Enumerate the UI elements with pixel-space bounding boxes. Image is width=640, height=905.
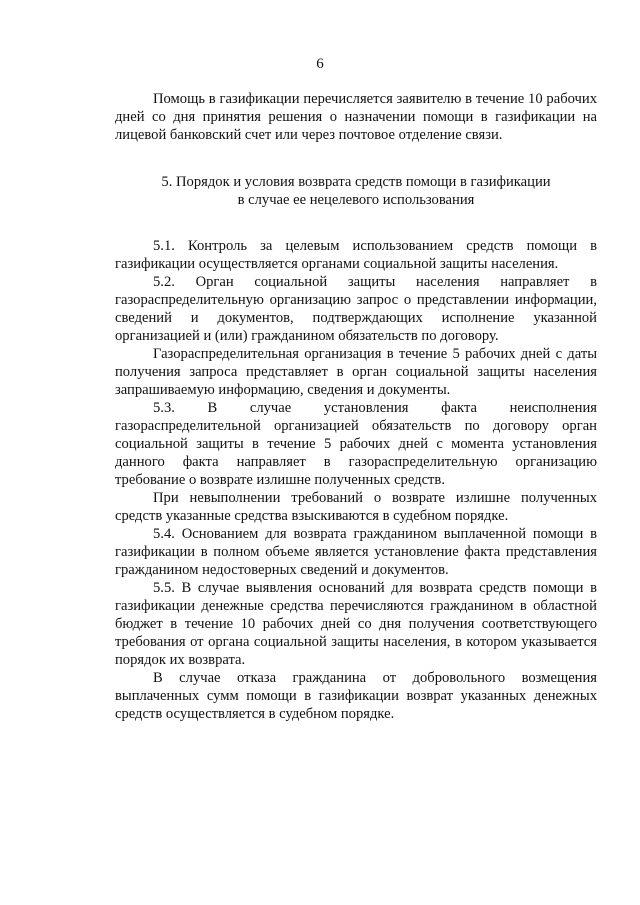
paragraph-5-3: 5.3. В случае установления факта неисполнения газораспределительной организацией обязательств по договору орган социальной защиты в течение 5 рабочих дней с момента установления данного факта направляет в газораспределительную организацию требование о возврате излишне полученных средств. [115, 400, 597, 488]
page-number: 6 [316, 56, 324, 72]
paragraph-5-4: 5.4. Основанием для возврата гражданином выплаченной помощи в газификации в полном объеме является установление факта представления гражданином недостоверных сведений и документов. [115, 526, 597, 578]
paragraph-5-3-continued: При невыполнении требований о возврате излишне полученных средств указанные средства взыскиваются в судебном порядке. [115, 490, 597, 524]
paragraph-5-5: 5.5. В случае выявления оснований для возврата средств помощи в газификации денежные средства перечисляются гражданином в областной бюджет в течение 10 рабочих дней со дня получения соответствующего требования от органа социальной защиты населения, в котором указывается порядок их возврата. [115, 580, 597, 668]
document-body [115, 90, 597, 723]
intro-paragraph: Помощь в газификации перечисляется заявителю в течение 10 рабочих дней со дня принятия решения о назначении помощи в газификации на лицевой банковский счет или через почтовое отделение связи. [115, 91, 597, 143]
paragraph-5-2: 5.2. Орган социальной защиты населения направляет в газораспределительную организацию запрос о представлении информации, сведений и документов, подтверждающих исполнение указанной организацией и (или) гражданином обязательств по договору. [115, 274, 597, 344]
section-title-line-2: в случае ее нецелевого использования [237, 192, 475, 208]
paragraph-5-5-continued: В случае отказа гражданина от добровольного возмещения выплаченных сумм помощи в газификации возврат указанных денежных средств осуществляется в судебном порядке. [115, 670, 597, 722]
section-title-line-1: 5. Порядок и условия возврата средств помощи в газификации [161, 174, 551, 190]
paragraph-5-2-continued: Газораспределительная организация в течение 5 рабочих дней с даты получения запроса представляет в орган социальной защиты населения запрашиваемую информацию, сведения и документы. [115, 346, 597, 398]
section-heading [115, 173, 597, 209]
paragraph-5-1: 5.1. Контроль за целевым использованием средств помощи в газификации осуществляется органами социальной защиты населения. [115, 238, 597, 272]
